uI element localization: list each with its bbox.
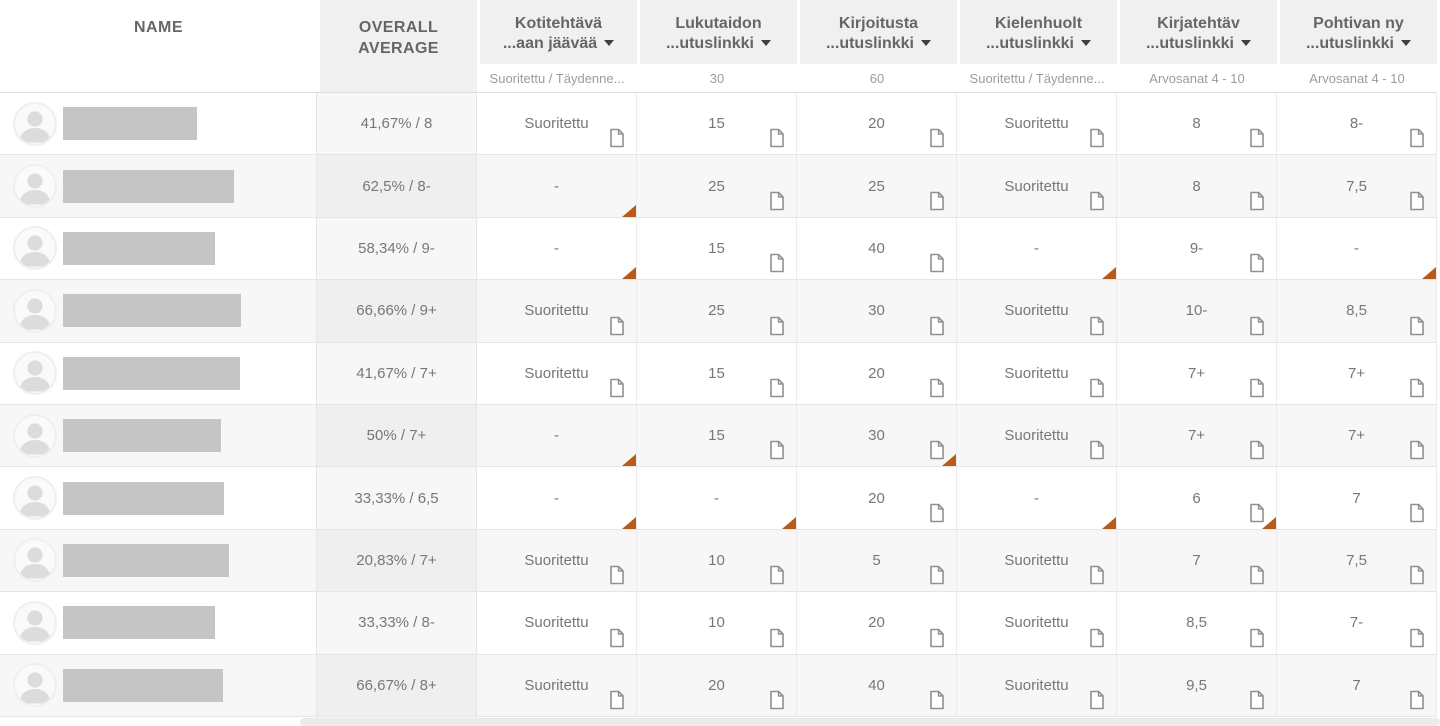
assignment-subtitle: 30 [637,64,797,92]
overall-average-value: 58,34% / 9- [358,239,435,257]
grade-value: 7,5 [1346,551,1367,569]
grade-cell[interactable] [477,218,637,279]
grade-cell[interactable] [477,343,637,404]
horizontal-scrollbar[interactable] [300,718,1440,726]
flag-triangle-icon [622,267,636,279]
document-icon[interactable] [609,378,625,398]
grade-cell[interactable] [1277,655,1437,716]
student-avatar [13,601,57,645]
grade-cell[interactable] [477,405,637,466]
student-name-redacted [63,357,240,390]
grade-value: 20 [708,676,725,694]
grade-value: 7 [1352,489,1361,507]
overall-average-value: 41,67% / 7+ [356,364,437,382]
student-avatar [13,289,57,333]
grade-value: - [554,489,559,507]
grade-value: 8,5 [1346,302,1367,320]
grade-cell[interactable] [957,655,1117,716]
document-icon[interactable] [609,565,625,585]
grade-cell[interactable] [957,155,1117,216]
grade-value: 10 [708,614,725,632]
grade-value: Suoritettu [1004,614,1069,632]
grade-value: 10 [708,551,725,569]
student-row [0,343,1437,405]
overall-average-header-label: OVERALL AVERAGE [358,19,439,57]
grade-cell[interactable] [637,530,797,591]
student-name-redacted [63,669,223,702]
overall-average-value: 20,83% / 7+ [356,551,437,569]
document-icon[interactable] [1089,565,1105,585]
student-avatar [13,351,57,395]
document-icon[interactable] [1409,316,1425,336]
grade-value: 7+ [1187,364,1206,382]
student-name-cell[interactable] [0,405,317,466]
document-icon[interactable] [1249,378,1265,398]
document-icon[interactable] [609,316,625,336]
student-row [0,467,1437,529]
grade-cell[interactable] [1117,467,1277,528]
document-icon[interactable] [929,128,945,148]
grade-value: 15 [708,427,725,445]
document-icon[interactable] [929,316,945,336]
dropdown-caret-icon[interactable] [761,40,771,46]
assignment-title-line1: Lukutaidon [675,15,762,32]
document-icon[interactable] [769,440,785,460]
grade-value: 30 [868,427,885,445]
document-icon[interactable] [1089,440,1105,460]
student-avatar [13,414,57,458]
grade-cell[interactable] [1277,155,1437,216]
grade-value: 30 [868,302,885,320]
student-name-cell[interactable] [0,343,317,404]
grade-value: 8- [1349,115,1364,133]
student-name-redacted [63,107,197,140]
grade-cell[interactable] [797,467,957,528]
grade-cell[interactable] [797,155,957,216]
grade-value: 8 [1192,177,1201,195]
grade-value: - [714,489,719,507]
document-icon[interactable] [1409,378,1425,398]
document-icon[interactable] [1409,440,1425,460]
grade-value: 40 [868,676,885,694]
grade-cell[interactable] [1117,405,1277,466]
student-name-cell[interactable] [0,467,317,528]
document-icon[interactable] [1249,128,1265,148]
student-row [0,655,1437,717]
overall-average-cell [317,343,477,404]
document-icon[interactable] [1249,565,1265,585]
grade-value: 7 [1192,551,1201,569]
grade-cell[interactable] [957,343,1117,404]
table-header [0,0,1437,93]
overall-average-value: 66,67% / 8+ [356,676,437,694]
grade-value: 7+ [1347,364,1366,382]
grade-value: - [554,427,559,445]
grade-value: 40 [868,239,885,257]
assignment-title-line1: Pohtivan ny [1313,15,1404,32]
grade-cell[interactable] [637,280,797,341]
grade-cell[interactable] [637,93,797,154]
student-avatar [13,538,57,582]
grade-cell[interactable] [797,530,957,591]
assignment-title[interactable] [1146,10,1251,54]
grade-cell[interactable] [957,218,1117,279]
grade-cell[interactable] [1117,93,1277,154]
student-name-redacted [63,294,241,327]
grade-value: 15 [708,115,725,133]
grade-value: Suoritettu [524,302,589,320]
student-name-cell[interactable] [0,717,317,726]
grade-cell[interactable] [1277,592,1437,653]
assignment-headers [477,0,1437,92]
overall-average-column-header [317,0,477,92]
grade-cell[interactable] [957,93,1117,154]
overall-average-cell [317,467,477,528]
document-icon[interactable] [1249,316,1265,336]
student-avatar [13,226,57,270]
grade-cell[interactable] [1117,530,1277,591]
grade-cell[interactable] [637,155,797,216]
dropdown-caret-icon[interactable] [1241,40,1251,46]
grade-value: Suoritettu [1004,427,1069,445]
grade-cell[interactable] [1277,343,1437,404]
document-icon[interactable] [1249,628,1265,648]
grade-cell[interactable] [1277,280,1437,341]
grade-value: 9,5 [1186,676,1207,694]
person-icon [15,540,55,580]
grade-cell[interactable] [1277,467,1437,528]
grade-cell[interactable] [957,530,1117,591]
document-icon[interactable] [1089,378,1105,398]
document-icon[interactable] [1249,440,1265,460]
document-icon[interactable] [929,690,945,710]
overall-average-cell [317,592,477,653]
grade-cell[interactable] [477,280,637,341]
assignment-title-line1: Kielenhuolt [994,15,1083,32]
assignment-title-line1: Kotitehtävä [514,15,603,32]
assignment-subtitle: Suoritettu / Täydenne... [957,64,1117,92]
overall-average-value: 50% / 7+ [366,427,427,445]
assignment-subtitle: 60 [797,64,957,92]
grade-value: - [554,177,559,195]
grade-value: 10- [1185,302,1208,320]
grade-cell[interactable] [1277,530,1437,591]
overall-average-cell [317,218,477,279]
person-icon [15,353,55,393]
student-name-cell[interactable] [0,530,317,591]
student-name-cell[interactable] [0,280,317,341]
document-icon[interactable] [1409,565,1425,585]
grade-cell[interactable] [477,655,637,716]
document-icon[interactable] [769,191,785,211]
document-icon[interactable] [769,316,785,336]
grade-value: 7+ [1347,427,1366,445]
grade-cell[interactable] [637,467,797,528]
student-name-redacted [63,232,215,265]
grade-value: Suoritettu [1004,676,1069,694]
grade-cell[interactable] [797,343,957,404]
overall-average-cell [317,155,477,216]
grade-cell[interactable] [797,93,957,154]
grade-cell[interactable] [1117,655,1277,716]
person-icon [15,104,55,144]
document-icon[interactable] [609,628,625,648]
document-icon[interactable] [929,628,945,648]
student-avatar [13,476,57,520]
assignment-title-line1: Kirjoitusta [838,15,919,32]
grade-value: Suoritettu [1004,364,1069,382]
overall-average-value: 62,5% / 8- [362,177,431,195]
grade-cell[interactable] [797,218,957,279]
grade-value: Suoritettu [1004,551,1069,569]
overall-average-value: 66,66% / 9+ [356,302,437,320]
document-icon[interactable] [1089,128,1105,148]
document-icon[interactable] [1089,191,1105,211]
grade-cell[interactable] [797,280,957,341]
grade-cell[interactable] [637,655,797,716]
assignment-title[interactable] [666,10,771,54]
grade-value: 5 [872,551,881,569]
grade-cell[interactable] [797,405,957,466]
document-icon[interactable] [1089,690,1105,710]
grade-cell[interactable] [477,93,637,154]
document-icon[interactable] [1089,628,1105,648]
person-icon [15,291,55,331]
student-avatar [13,164,57,208]
document-icon[interactable] [769,628,785,648]
student-name-redacted [63,606,215,639]
assignment-column-header[interactable] [1117,0,1277,92]
assignment-title[interactable] [1306,10,1411,54]
assignment-column-header[interactable] [957,0,1117,92]
student-avatar [13,663,57,707]
grade-value: 15 [708,239,725,257]
grade-cell[interactable] [1117,592,1277,653]
grade-cell[interactable] [1117,280,1277,341]
grade-value: 25 [868,177,885,195]
person-icon [15,228,55,268]
document-icon[interactable] [1089,316,1105,336]
assignment-title-line2: ...utuslinkki [665,35,754,52]
assignment-title-line2: ...utuslinkki [1145,35,1234,52]
student-name-redacted [63,544,229,577]
assignment-column-header[interactable] [797,0,957,92]
grade-value: 20 [868,364,885,382]
flag-triangle-icon [1422,267,1436,279]
document-icon[interactable] [929,253,945,273]
flag-triangle-icon [622,205,636,217]
student-name-redacted [63,419,221,452]
document-icon[interactable] [1409,690,1425,710]
grade-cell[interactable] [1117,155,1277,216]
grade-value: - [554,239,559,257]
grade-value: 20 [868,489,885,507]
student-row [0,218,1437,280]
student-name-redacted [63,482,224,515]
grade-value: 20 [868,115,885,133]
person-icon [15,603,55,643]
student-name-cell[interactable] [0,155,317,216]
student-name-cell[interactable] [0,93,317,154]
overall-average-cell [317,530,477,591]
grade-cell[interactable] [957,467,1117,528]
document-icon[interactable] [769,253,785,273]
flag-triangle-icon [1262,517,1276,529]
student-row [0,405,1437,467]
student-rows [0,93,1437,726]
document-icon[interactable] [1249,253,1265,273]
grade-cell[interactable] [477,530,637,591]
overall-average-cell [317,405,477,466]
assignment-title[interactable] [503,10,614,54]
assignment-column-header[interactable] [477,0,637,92]
grade-value: - [1034,489,1039,507]
overall-average-cell [317,655,477,716]
grade-cell[interactable] [477,592,637,653]
grade-cell[interactable] [637,218,797,279]
grade-cell[interactable] [1277,93,1437,154]
assignment-title[interactable] [826,10,931,54]
assignment-title[interactable] [986,10,1091,54]
flag-triangle-icon [942,454,956,466]
overall-average-value: 33,33% / 8- [358,614,435,632]
assignment-title-line1: Kirjatehtäv [1157,15,1240,32]
grade-cell[interactable] [797,592,957,653]
document-icon[interactable] [1249,191,1265,211]
document-icon[interactable] [769,128,785,148]
grade-cell[interactable] [477,155,637,216]
grade-value: 7 [1352,676,1361,694]
document-icon[interactable] [1249,690,1265,710]
grade-value: 7- [1349,614,1364,632]
grade-cell[interactable] [957,280,1117,341]
grade-value: Suoritettu [1004,302,1069,320]
flag-triangle-icon [1102,517,1116,529]
student-name-cell[interactable] [0,592,317,653]
person-icon [15,478,55,518]
dropdown-caret-icon[interactable] [1081,40,1091,46]
flag-triangle-icon [1102,267,1116,279]
student-name-cell[interactable] [0,218,317,279]
name-column-header [0,0,317,92]
grade-value: Suoritettu [1004,177,1069,195]
document-icon[interactable] [1409,128,1425,148]
student-avatar [13,102,57,146]
grade-value: Suoritettu [524,364,589,382]
grade-value: Suoritettu [524,614,589,632]
document-icon[interactable] [609,128,625,148]
document-icon[interactable] [929,565,945,585]
grade-value: 20 [868,614,885,632]
student-row [0,280,1437,342]
overall-average-cell [317,93,477,154]
grade-value: 15 [708,364,725,382]
overall-average-value: 41,67% / 8 [360,115,433,133]
grade-cell[interactable] [637,405,797,466]
person-icon [15,416,55,456]
name-header-label: NAME [133,19,184,36]
document-icon[interactable] [929,503,945,523]
grade-value: Suoritettu [524,676,589,694]
document-icon[interactable] [929,191,945,211]
grade-cell[interactable] [797,655,957,716]
grade-cell[interactable] [1277,405,1437,466]
student-name-redacted [63,170,234,203]
grade-cell[interactable] [637,592,797,653]
grade-value: Suoritettu [524,551,589,569]
grade-value: - [1354,239,1359,257]
grade-cell[interactable] [637,343,797,404]
grade-value: 8 [1192,115,1201,133]
grade-value: Suoritettu [1004,115,1069,133]
document-icon[interactable] [609,690,625,710]
document-icon[interactable] [769,690,785,710]
assignment-subtitle: Arvosanat 4 - 10 [1117,64,1277,92]
assignment-title-line2: ...utuslinkki [825,35,914,52]
person-icon [15,166,55,206]
grade-value: 7+ [1187,427,1206,445]
assignment-title-line2: ...aan jäävää [502,35,598,52]
dropdown-caret-icon[interactable] [921,40,931,46]
student-name-cell[interactable] [0,655,317,716]
grade-value: 25 [708,177,725,195]
document-icon[interactable] [1409,191,1425,211]
assignment-column-header[interactable] [637,0,797,92]
grade-value: 6 [1192,489,1201,507]
student-row [0,592,1437,654]
document-icon[interactable] [1409,628,1425,648]
grade-cell[interactable] [957,405,1117,466]
student-row [0,155,1437,217]
assignment-column-header[interactable] [1277,0,1437,92]
grade-cell[interactable] [1117,343,1277,404]
person-icon [15,665,55,705]
flag-triangle-icon [622,517,636,529]
student-row [0,530,1437,592]
flag-triangle-icon [622,454,636,466]
grade-value: 9- [1189,239,1204,257]
document-icon[interactable] [929,378,945,398]
dropdown-caret-icon[interactable] [604,40,614,46]
dropdown-caret-icon[interactable] [1401,40,1411,46]
grade-cell[interactable] [477,467,637,528]
student-row [0,93,1437,155]
grade-value: 8,5 [1186,614,1207,632]
grade-value: 25 [708,302,725,320]
grade-value: - [1034,239,1039,257]
overall-average-cell [317,280,477,341]
grade-cell[interactable] [1277,218,1437,279]
grade-cell[interactable] [957,592,1117,653]
flag-triangle-icon [782,517,796,529]
assignment-subtitle: Suoritettu / Täydenne... [477,64,637,92]
grade-value: 7,5 [1346,177,1367,195]
document-icon[interactable] [1409,503,1425,523]
grade-cell[interactable] [1117,218,1277,279]
overall-average-value: 33,33% / 6,5 [354,489,439,507]
document-icon[interactable] [769,378,785,398]
assignment-subtitle: Arvosanat 4 - 10 [1277,64,1437,92]
grade-value: Suoritettu [524,115,589,133]
assignment-title-line2: ...utuslinkki [1305,35,1394,52]
document-icon[interactable] [769,565,785,585]
assignment-title-line2: ...utuslinkki [985,35,1074,52]
